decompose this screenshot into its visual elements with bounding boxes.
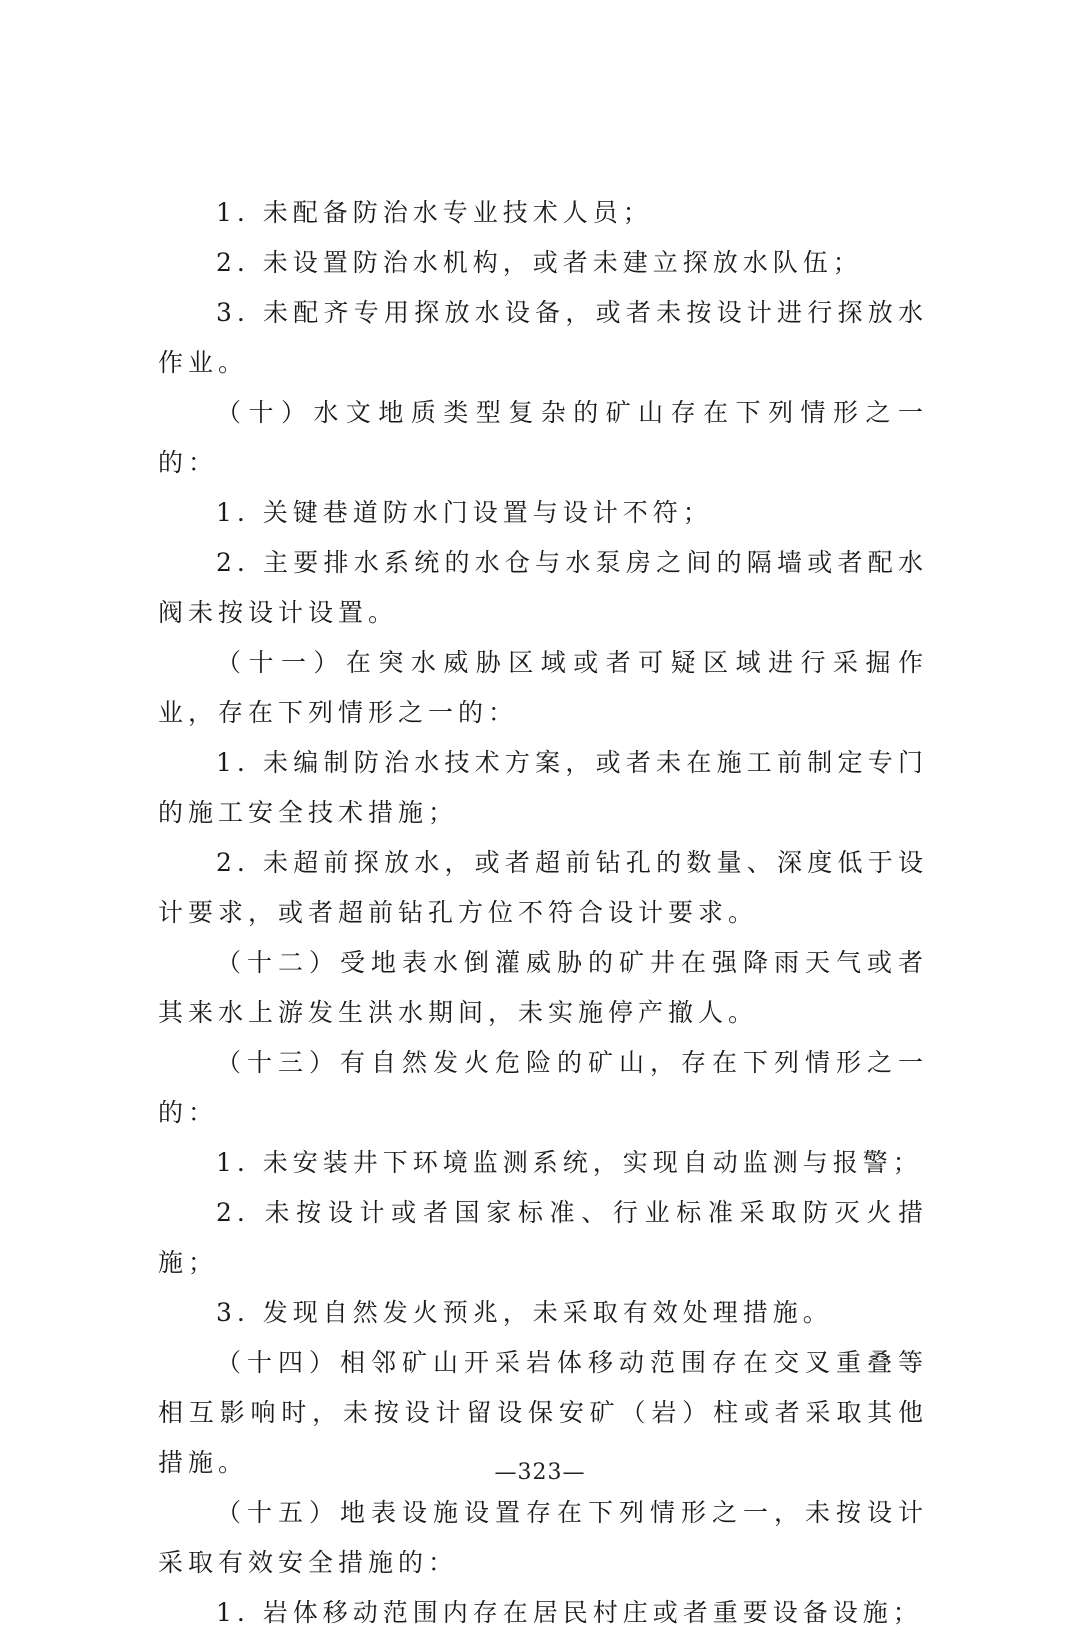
list-item: 1. 未编制防治水技术方案，或者未在施工前制定专门的施工安全技术措施； — [158, 748, 928, 827]
list-item: 2. 主要排水系统的水仓与水泵房之间的隔墙或者配水阀未按设计设置。 — [158, 548, 928, 627]
list-item: 2. 未超前探放水，或者超前钻孔的数量、深度低于设计要求，或者超前钻孔方位不符合设计要求。 — [158, 848, 928, 927]
list-item: 1. 未安装井下环境监测系统，实现自动监测与报警； — [216, 1148, 923, 1177]
section-heading: （十四）相邻矿山开采岩体移动范围存在交叉重叠等相互影响时，未按设计留设保安矿（岩）柱或者采取其他措施。 — [158, 1348, 928, 1477]
list-item: 3. 未配齐专用探放水设备，或者未按设计进行探放水作业。 — [158, 298, 928, 377]
section-heading: （十）水文地质类型复杂的矿山存在下列情形之一的： — [158, 398, 928, 477]
section-heading: （十一）在突水威胁区域或者可疑区域进行采掘作业，存在下列情形之一的： — [158, 648, 928, 727]
list-item: 1. 岩体移动范围内存在居民村庄或者重要设备设施； — [216, 1598, 923, 1627]
list-item: 2. 未设置防治水机构，或者未建立探放水队伍； — [216, 248, 863, 277]
section-heading: （十三）有自然发火危险的矿山，存在下列情形之一的： — [158, 1048, 928, 1127]
list-item: 1. 关键巷道防水门设置与设计不符； — [216, 498, 713, 527]
list-item: 1. 未配备防治水专业技术人员； — [216, 198, 653, 227]
section-heading: （十五）地表设施设置存在下列情形之一，未按设计采取有效安全措施的： — [158, 1498, 928, 1577]
page-number: —323— — [494, 1460, 586, 1485]
section-heading: （十二）受地表水倒灌威胁的矿井在强降雨天气或者其来水上游发生洪水期间，未实施停产撤人。 — [158, 948, 928, 1027]
body-text — [158, 188, 928, 1638]
list-item: 3. 发现自然发火预兆，未采取有效处理措施。 — [216, 1298, 833, 1327]
list-item: 2. 未按设计或者国家标准、行业标准采取防灭火措施； — [158, 1198, 928, 1277]
